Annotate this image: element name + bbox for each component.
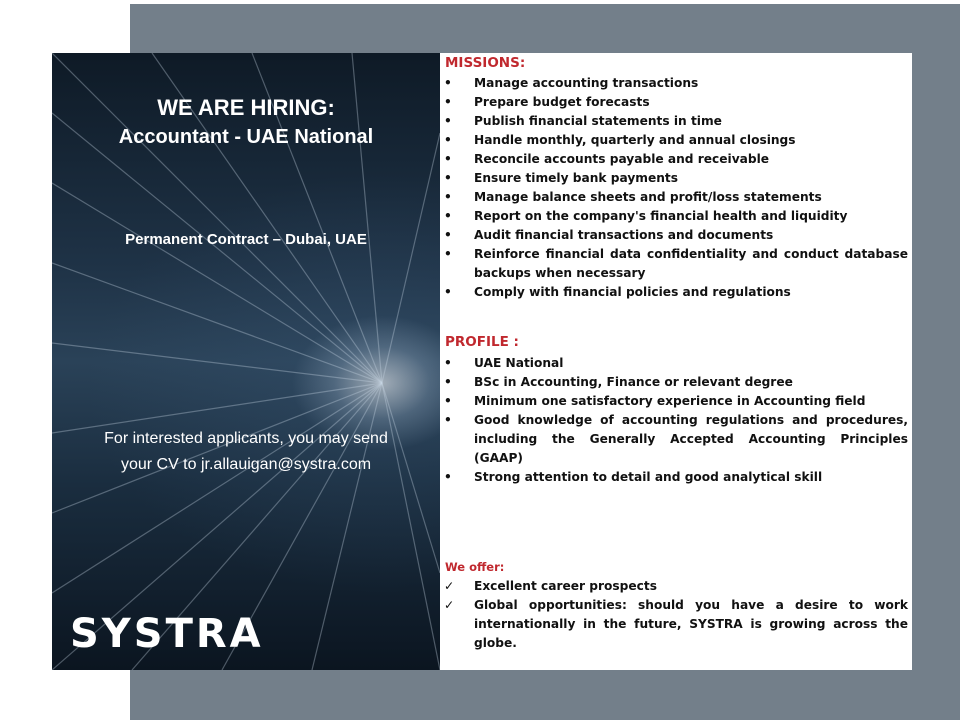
contract-info: Permanent Contract – Dubai, UAE bbox=[125, 231, 367, 248]
missions-list bbox=[440, 74, 908, 302]
list-item: ✓ Global opportunities: should you have a desire to work internationally in the future, SYSTRA is growing across the globe. bbox=[444, 598, 908, 650]
list-item: • Minimum one satisfactory experience in Accounting field bbox=[444, 394, 866, 408]
check-icon: ✓ bbox=[444, 598, 455, 612]
list-item: • UAE National bbox=[444, 356, 564, 370]
list-item: • Manage balance sheets and profit/loss statements bbox=[444, 190, 822, 204]
job-title: Accountant - UAE National bbox=[118, 126, 374, 148]
list-item: • Handle monthly, quarterly and annual closings bbox=[444, 133, 796, 147]
list-item: • Audit financial transactions and documents bbox=[444, 228, 774, 242]
apply-line-1: For interested applicants, you may send bbox=[104, 430, 388, 447]
profile-title: PROFILE : bbox=[445, 334, 519, 350]
apply-instructions bbox=[62, 426, 430, 478]
list-item: • Strong attention to detail and good analytical skill bbox=[444, 470, 823, 484]
hiring-title: WE ARE HIRING: bbox=[157, 95, 335, 120]
list-item: • Manage accounting transactions bbox=[444, 76, 699, 90]
profile-list bbox=[440, 354, 908, 487]
list-item: ✓ Excellent career prospects bbox=[440, 577, 908, 596]
offer-list bbox=[440, 577, 908, 653]
missions-title: MISSIONS: bbox=[445, 55, 526, 71]
list-item: • BSc in Accounting, Finance or relevant degree bbox=[444, 375, 793, 389]
list-item: • Reconcile accounts payable and receivable bbox=[444, 152, 770, 166]
offer-title: We offer: bbox=[445, 560, 505, 574]
apply-line-2: your CV to jr.allauigan@systra.com bbox=[120, 456, 372, 473]
list-item: • Comply with financial policies and regulations bbox=[444, 285, 791, 299]
list-item: • Publish financial statements in time bbox=[444, 114, 722, 128]
list-item: • Report on the company's financial health and liquidity bbox=[444, 209, 848, 223]
list-item: • Good knowledge of accounting regulations and procedures, including the Generally Accepted Accounting Principles (GAAP) bbox=[444, 413, 908, 465]
details-panel bbox=[440, 53, 912, 670]
list-item: • Prepare budget forecasts bbox=[444, 95, 650, 109]
systra-logo: SYSTRA bbox=[70, 611, 264, 657]
hero-image-panel bbox=[52, 53, 440, 670]
check-icon: ✓ bbox=[444, 579, 455, 593]
list-item: • Reinforce financial data confidentiality and conduct database backups when necessary bbox=[444, 247, 908, 280]
list-item: • Ensure timely bank payments bbox=[444, 171, 678, 185]
hiring-heading bbox=[52, 93, 440, 151]
